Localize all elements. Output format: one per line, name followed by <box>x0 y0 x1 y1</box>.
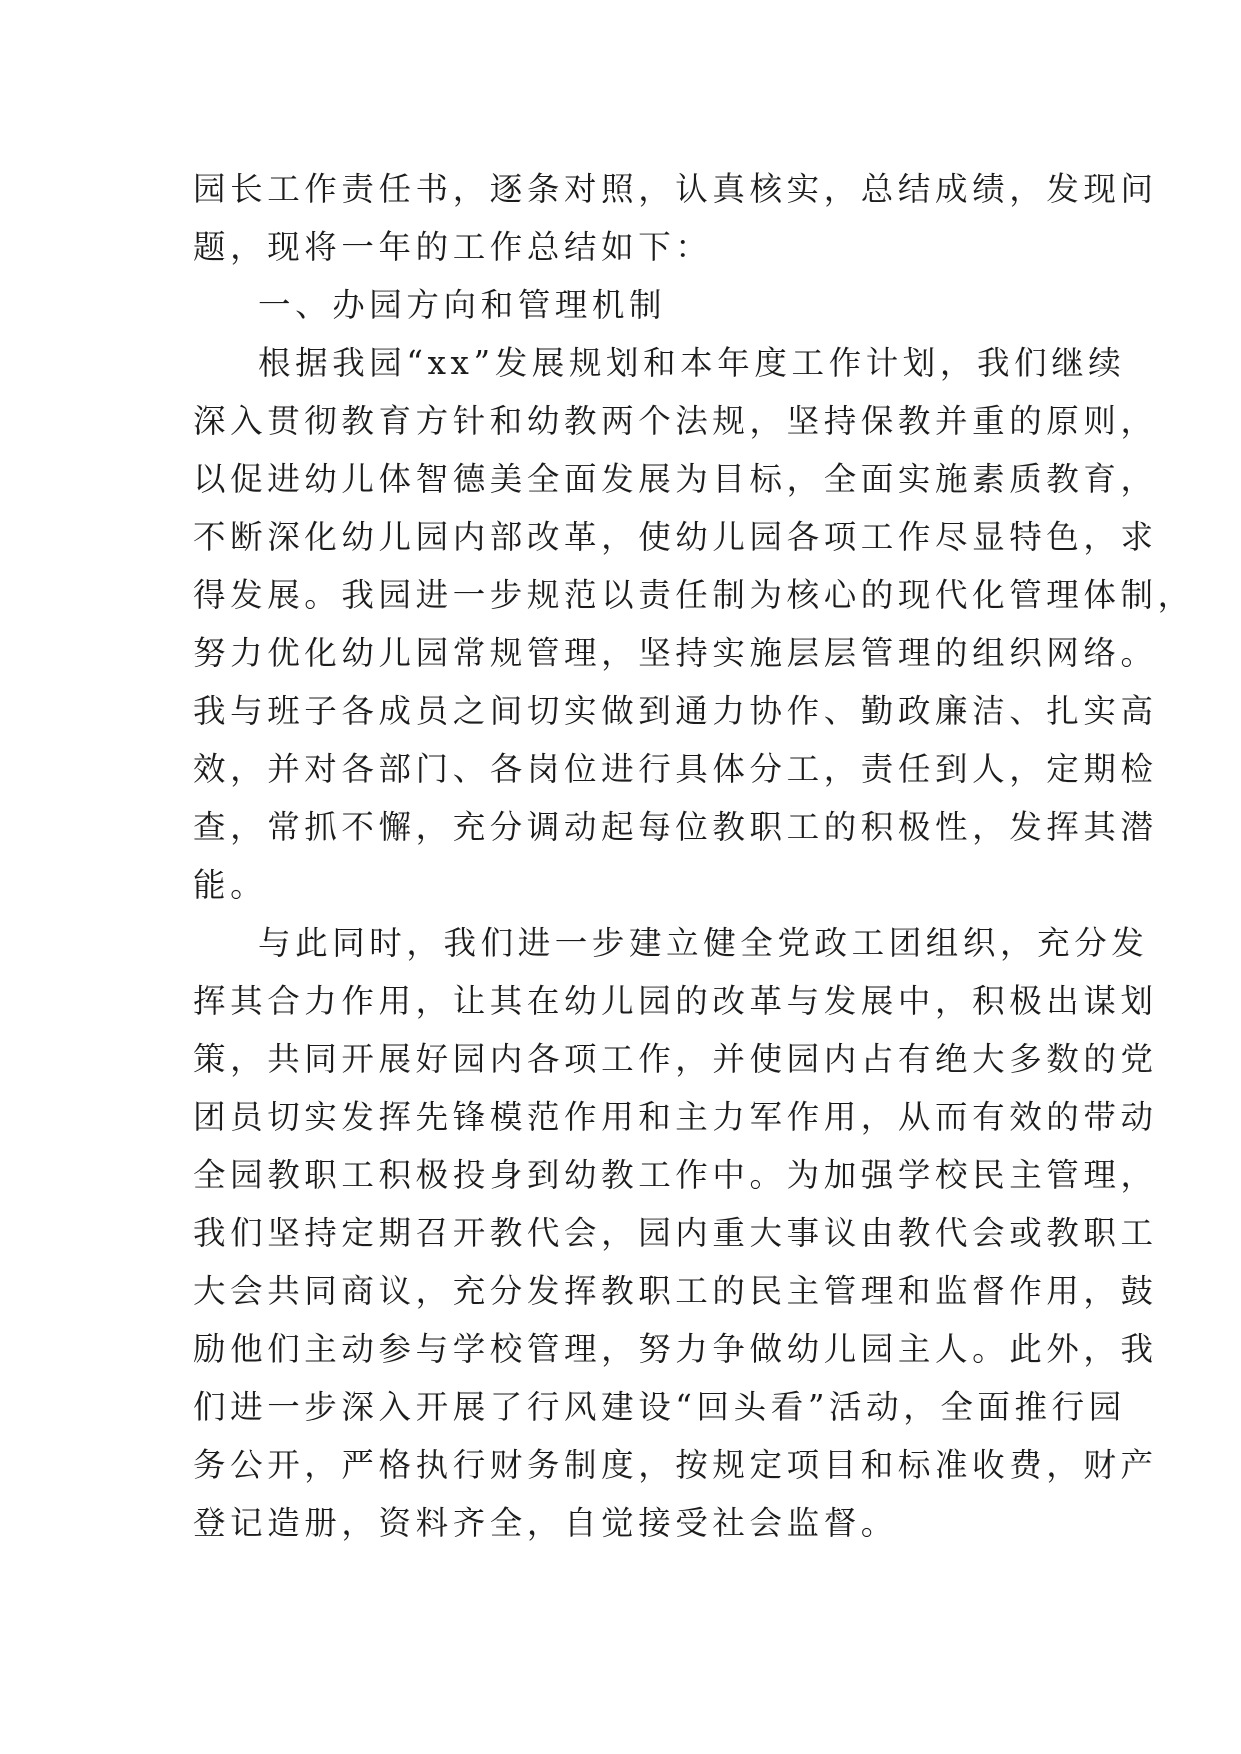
text-line: 能。 <box>193 866 268 904</box>
text-line: 团员切实发挥先锋模范作用和主力军作用，从而有效的带动 <box>193 1098 1158 1136</box>
text-line: 查，常抓不懈，充分调动起每位教职工的积极性，发挥其潜 <box>193 808 1158 846</box>
text-line: 务公开，严格执行财务制度，按规定项目和标准收费，财产 <box>193 1446 1158 1484</box>
text-line: 我与班子各成员之间切实做到通力协作、勤政廉洁、扎实高 <box>193 692 1158 730</box>
text-line: 深入贯彻教育方针和幼教两个法规，坚持保教并重的原则， <box>193 402 1158 440</box>
text-line: 励他们主动参与学校管理，努力争做幼儿园主人。此外，我 <box>193 1330 1158 1368</box>
text-line: 登记造册，资料齐全，自觉接受社会监督。 <box>193 1504 898 1542</box>
document-body <box>193 160 1195 1552</box>
text-line: 题，现将一年的工作总结如下： <box>193 228 713 266</box>
text-line: 园长工作责任书，逐条对照，认真核实，总结成绩，发现问 <box>193 170 1158 208</box>
text-line: 我们坚持定期召开教代会，园内重大事议由教代会或教职工 <box>193 1214 1158 1252</box>
section-heading-text: 一、办园方向和管理机制 <box>258 286 667 324</box>
text-line: 不断深化幼儿园内部改革，使幼儿园各项工作尽显特色，求 <box>193 518 1158 556</box>
paragraph-management <box>193 334 1195 914</box>
paragraph-party-organization <box>193 914 1158 1552</box>
text-line: 以促进幼儿体智德美全面发展为目标，全面实施素质教育， <box>193 460 1158 498</box>
text-line: 效，并对各部门、各岗位进行具体分工，责任到人，定期检 <box>193 750 1158 788</box>
paragraph-intro <box>193 160 1158 276</box>
text-line: 努力优化幼儿园常规管理，坚持实施层层管理的组织网络。 <box>193 634 1158 672</box>
text-line: 们进一步深入开展了行风建设“回头看”活动，全面推行园 <box>193 1388 1126 1426</box>
text-line: 得发展。我园进一步规范以责任制为核心的现代化管理体制， <box>193 576 1195 614</box>
text-line: 挥其合力作用，让其在幼儿园的改革与发展中，积极出谋划 <box>193 982 1158 1020</box>
text-line: 全园教职工积极投身到幼教工作中。为加强学校民主管理， <box>193 1156 1158 1194</box>
text-line: 策，共同开展好园内各项工作，并使园内占有绝大多数的党 <box>193 1040 1158 1078</box>
text-line: 大会共同商议，充分发挥教职工的民主管理和监督作用，鼓 <box>193 1272 1158 1310</box>
text-line: 与此同时，我们进一步建立健全党政工团组织，充分发 <box>258 924 1149 962</box>
text-line: 根据我园“xx”发展规划和本年度工作计划，我们继续 <box>258 344 1126 382</box>
section-heading <box>193 276 1063 334</box>
